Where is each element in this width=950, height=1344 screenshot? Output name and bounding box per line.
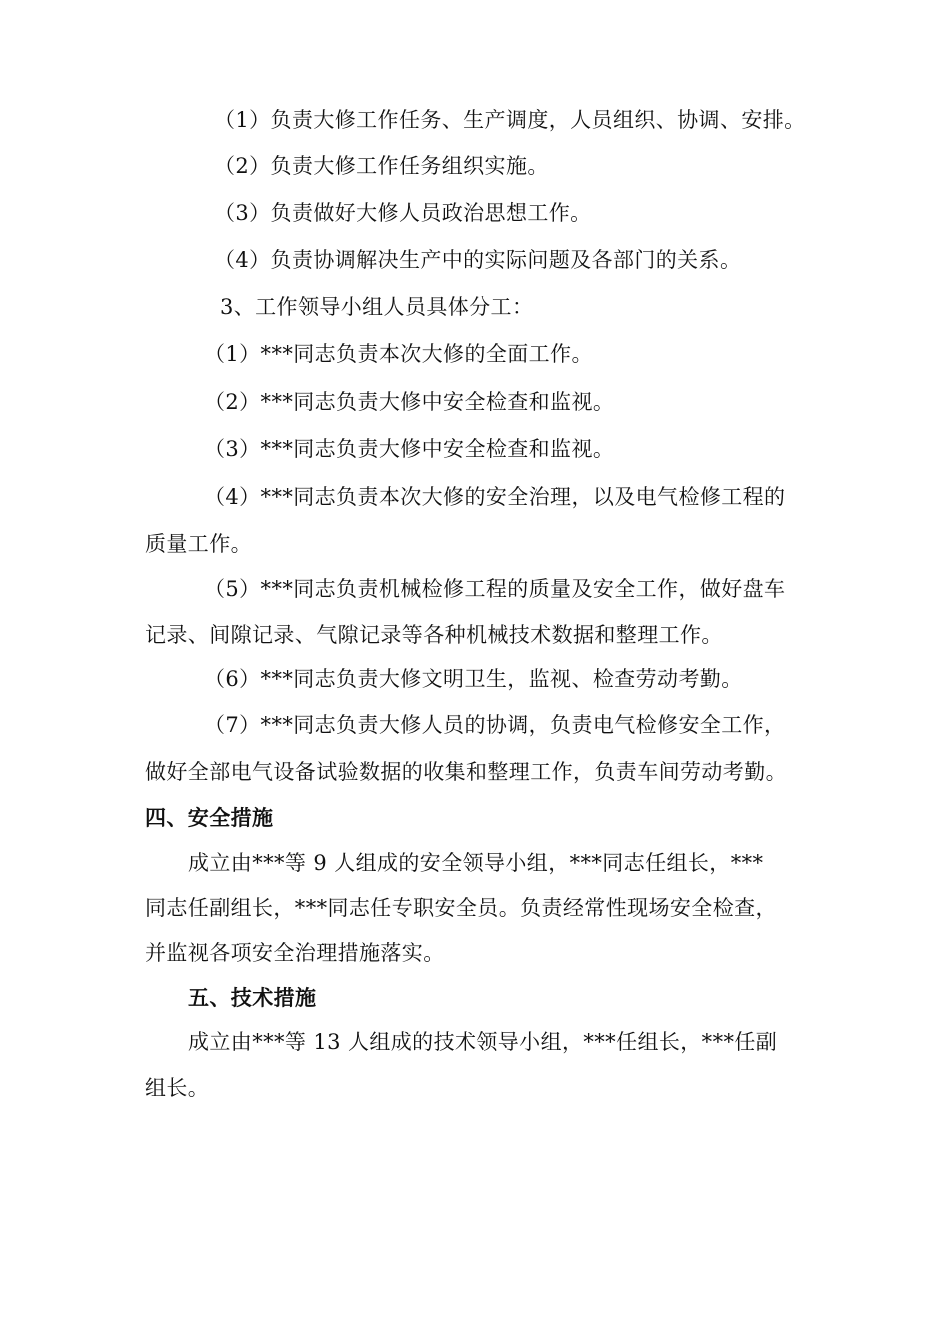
safety-paragraph-line2: 同志任副组长，***同志任专职安全员。负责经常性现场安全检查， xyxy=(145,896,777,920)
assignment-item-2: （2）***同志负责大修中安全检查和监视。 xyxy=(204,390,615,414)
duty-item-1: （1）负责大修工作任务、生产调度，人员组织、协调、安排。 xyxy=(214,108,806,132)
assignment-item-4-line2: 质量工作。 xyxy=(145,532,252,556)
assignment-item-5-line2: 记录、间隙记录、气隙记录等各种机械技术数据和整理工作。 xyxy=(145,623,723,647)
technical-paragraph-line2: 组长。 xyxy=(145,1076,210,1100)
assignment-item-4-line1: （4）***同志负责本次大修的安全治理，以及电气检修工程的 xyxy=(204,485,786,509)
section-heading-safety: 四、安全措施 xyxy=(145,805,274,830)
section-heading-technical: 五、技术措施 xyxy=(188,985,317,1010)
safety-paragraph-line1: 成立由***等 9 人组成的安全领导小组，***同志任组长，*** xyxy=(188,851,764,875)
duty-item-2: （2）负责大修工作任务组织实施。 xyxy=(214,154,549,178)
assignment-item-1: （1）***同志负责本次大修的全面工作。 xyxy=(204,342,593,366)
duty-item-4: （4）负责协调解决生产中的实际问题及各部门的关系。 xyxy=(214,248,742,272)
assignment-item-7-line2: 做好全部电气设备试验数据的收集和整理工作，负责车间劳动考勤。 xyxy=(145,760,787,784)
safety-paragraph-line3: 并监视各项安全治理措施落实。 xyxy=(145,941,445,965)
assignment-item-7-line1: （7）***同志负责大修人员的协调，负责电气检修安全工作， xyxy=(204,713,786,737)
assignment-item-3: （3）***同志负责大修中安全检查和监视。 xyxy=(204,437,615,461)
section-heading-division: 3、工作领导小组人员具体分工： xyxy=(220,295,534,319)
duty-item-3: （3）负责做好大修人员政治思想工作。 xyxy=(214,201,592,225)
assignment-item-5-line1: （5）***同志负责机械检修工程的质量及安全工作，做好盘车 xyxy=(204,577,786,601)
technical-paragraph-line1: 成立由***等 13 人组成的技术领导小组，***任组长，***任副 xyxy=(188,1030,778,1054)
assignment-item-6: （6）***同志负责大修文明卫生，监视、检查劳动考勤。 xyxy=(204,667,743,691)
